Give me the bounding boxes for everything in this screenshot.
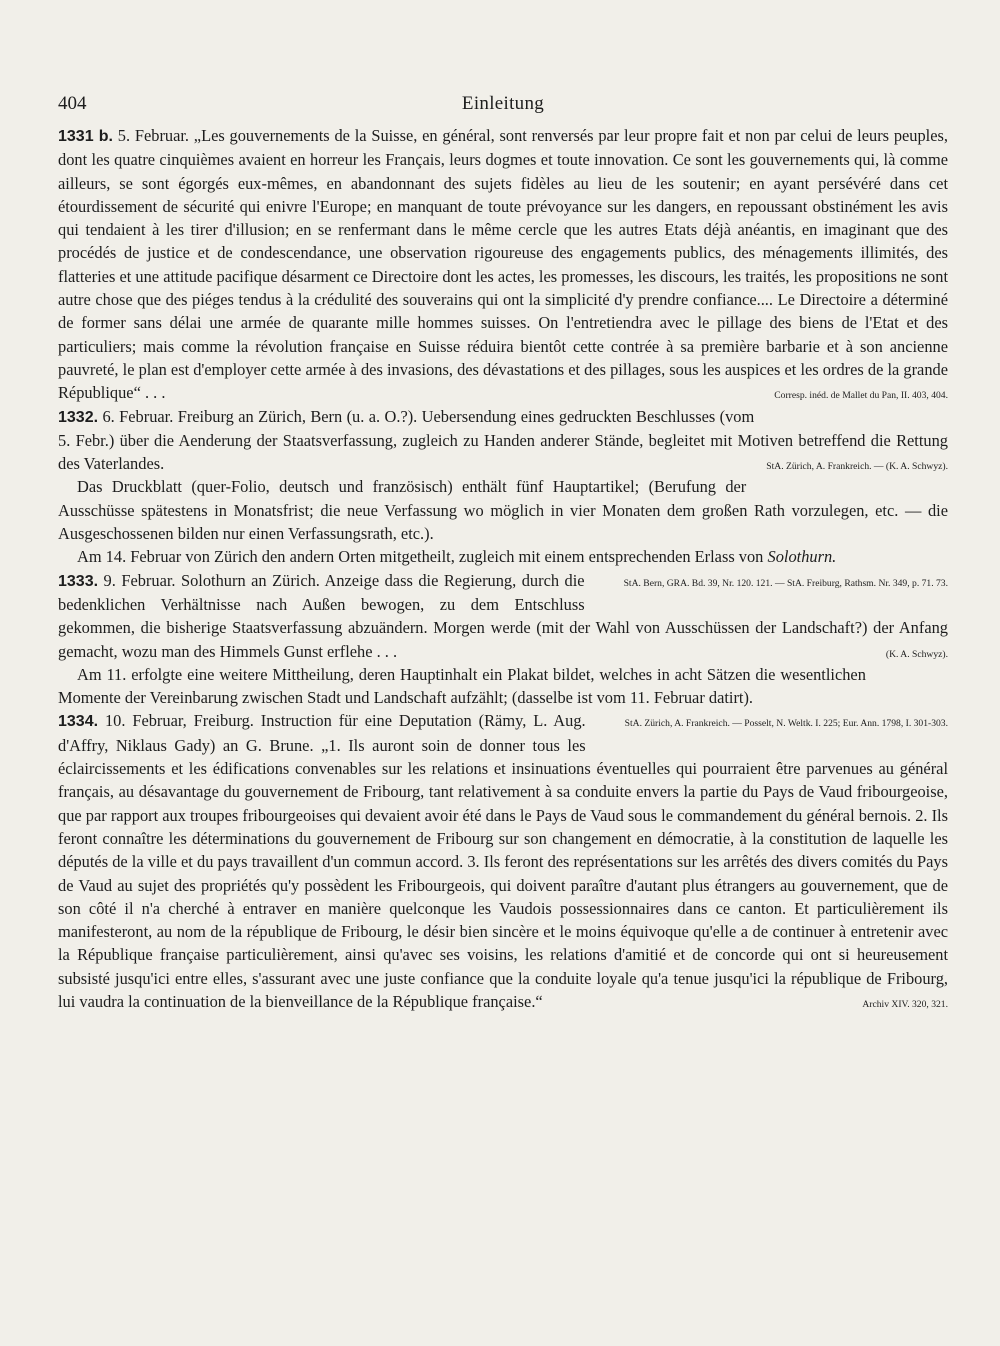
- entry-text: 5. Februar. „Les gouvernements de la Suisse, en général, sont renversés par leur propre fait et non par celui de leurs peuples, dont les quatre cinquièmes avaient en horreur les Français, leurs dogmes et toute innovation. Ce sont les gouvernements qui, là comme ailleurs, se sont égorgés eux-mêmes, en abandonnant des sujets fidèles au lieu de les soutenir; en ayant persévéré dans cet étourdissement de sécurité qui enivre l'Europe; en manquant de toute prévoyance sur les dangers, en repoussant obstinément les avis qui tendaient à les tirer d'illusion; en se renfermant dans le même cercle que les autres Etats déjà anéantis, en imaginant que des procédés de justice et de condescendance, une observation rigoureuse des engagements publics, des ménagements illimités, des flatteries et une attitude pacifique désarment ce Directoire dont les actes, les promesses, les discours, les traités, les propositions ne sont autre chose que des piéges tendus à la crédulité des souverains qui ont la simplicité d'y prendre confiance.... Le Directoire a déterminé de former sans délai une armée de quarante mille hommes suisses. On l'entretiendra avec le pillage des biens de l'Etat et des particuliers; mais comme la révolution française en Suisse réduira bientôt cette contrée à sa première barbarie et à son ancienne pauvreté, le plan est d'employer cette armée à des invasions, des dévastations et des pillages, sous les auspices et les ordres de la grande République“ . . .: [58, 126, 948, 403]
- entry-text: 6. Februar. Freiburg an Zürich, Bern (u. a. O.?). Uebersendung eines gedruckten Beschlusses (vom 5. Febr.) über die Aenderung der Staatsverfassung, zugleich zu Handen anderer Stände, begleitet mit Motiven betreffend die Rettung des Vaterlandes.: [58, 406, 948, 474]
- document-page: [58, 93, 948, 1016]
- entry-1331b: [58, 124, 948, 405]
- running-head: [58, 93, 948, 121]
- entry-1334: [58, 709, 948, 1013]
- source-citation: Archiv XIV. 320, 321.: [862, 998, 948, 1010]
- source-citation: (K. A. Schwyz).: [885, 648, 948, 660]
- page-number: 404: [58, 93, 87, 114]
- place-name: Solothurn.: [767, 547, 837, 567]
- entry-number: 1332.: [58, 408, 99, 426]
- source-citation: StA. Bern, GRA. Bd. 39, Nr. 120. 121. — StA. Freiburg, Rathsm. Nr. 349, p. 71. 73.: [623, 577, 948, 589]
- entry-text: 9. Februar. Solothurn an Zürich. Anzeige dass die Regierung, durch die bedenklichen Verhältnisse nach Außen bewogen, zu dem Entschluss gekommen, die bisherige Staatsverfassung abzuändern. Morgen werde (mit der Wahl von Ausschüssen der Landschaft?) der Anfang gemacht, wozu man des Himmels Gunst erflehe . . .: [58, 570, 948, 661]
- page-title: Einleitung: [461, 93, 545, 114]
- entry-number: 1334.: [58, 713, 99, 731]
- source-citation: Corresp. inéd. de Mallet du Pan, II. 403, 404.: [774, 390, 948, 402]
- source-citation: StA. Zürich, A. Frankreich. — Posselt, N. Weltk. I. 225; Eur. Ann. 1798, I. 301-303.: [624, 718, 948, 730]
- entry-paragraph: [58, 124, 948, 405]
- entry-paragraph: [58, 405, 948, 476]
- entry-number: 1331 b.: [58, 128, 113, 145]
- entry-text: Am 11. erfolgte eine weitere Mittheilung, deren Hauptinhalt ein Plakat bildet, welches in acht Sätzen die wesentlichen Momente der Vereinbarung zwischen Stadt und Landschaft aufzählt; (dasselbe ist vom 11. Februar datirt).: [58, 664, 866, 708]
- entry-text: 10. Februar, Freiburg. Instruction für eine Deputation (Rämy, L. Aug. d'Affry, Niklaus Gady) an G. Brune. „1. Ils auront soin de donner tous les éclaircissements et les édifications convenables sur les relations et insinuations éventuelles qui pourraient être parvenues au général français, au désavantage du gouvernement de Fribourg, tant relativement à sa conduite envers la partie du Pays de Vaud fribourgeoise, que par rapport aux troupes fribourgeoises qui devaient avoir été dans le Pays de Vaud sous le commandement du général bernois. 2. Ils feront connaître les déterminations du gouvernement de Fribourg sur son changement en démocratie, à la constitution de laquelle les députés de la ville et du pays travaillent d'un commun accord. 3. Ils feront des représentations sur les arrêtés des divers comités du Pays de Vaud au sujet des propriétés qu'y possèdent les Fribourgeois, qui doivent paraître d'autant plus étrangers au gouvernement, que de son côté il n'a cherché à entraver en manière quelconque les Vaudois possessionnaires dans ce canton. Et particulièrement ils manifesteront, au nom de la république de Fribourg, le désir bien sincère et le moins équivoque qu'elle a de continuer à entretenir avec la République française particulièrement, ainsi qu'avec ses voisins, les relations d'amitié et de concorde qui ont si heureusement subsisté jusqu'ici entre elles, s'assurant avec une juste confiance que la conduite loyale qu'a tenue jusqu'ici la république de Fribourg, lui vaudra la continuation de la bienveillance de la République française.“: [58, 711, 948, 1011]
- entry-number: 1333.: [58, 572, 99, 590]
- entry-text: Am 14. Februar von Zürich den andern Orten mitgetheilt, zugleich mit einem entsprechenden Erlass von: [77, 547, 764, 567]
- entry-paragraph: Das Druckblatt (quer-Folio, deutsch und französisch) enthält fünf Hauptartikel; (Berufung der Ausschüsse spätestens in Monatsfrist; die neue Verfassung wo möglich in vier Monaten dem großen Rath vorzulegen, etc. — die Ausgeschossenen bilden nur einen Verfassungsrath, etc.).: [58, 477, 948, 544]
- source-citation: StA. Zürich, A. Frankreich. — (K. A. Schwyz).: [766, 461, 948, 473]
- entry-paragraph: [58, 709, 948, 1013]
